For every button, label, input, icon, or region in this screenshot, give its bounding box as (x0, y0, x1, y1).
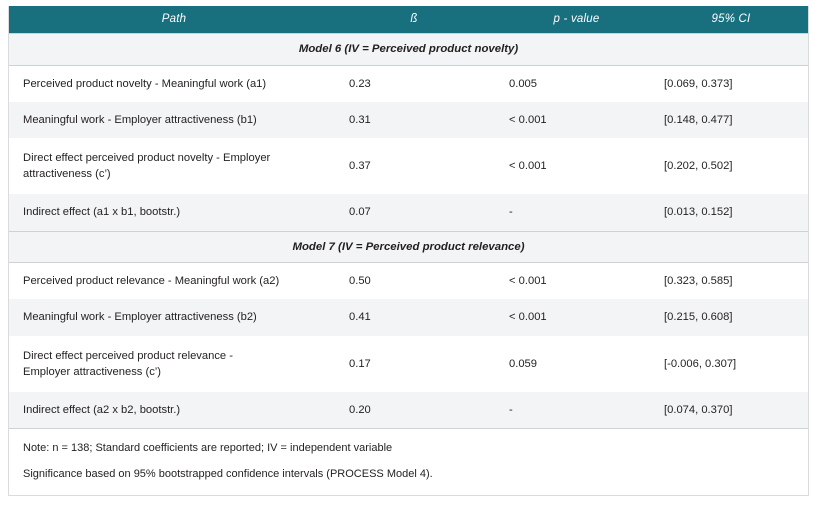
cell-beta: 0.23 (339, 65, 499, 102)
path-line: Meaningful work - Employer attractiveness (b2) (23, 311, 257, 324)
table-row (9, 138, 808, 194)
table-note-row (9, 464, 808, 495)
cell-path (9, 138, 339, 194)
column-header-beta: ß (339, 6, 499, 34)
cell-p-value: < 0.001 (499, 102, 654, 138)
table-row (9, 194, 808, 231)
cell-ci: [0.202, 0.502] (654, 138, 808, 194)
cell-path (9, 65, 339, 102)
cell-beta: 0.20 (339, 392, 499, 429)
table-body (9, 34, 808, 496)
cell-p-value: - (499, 194, 654, 231)
section-header-row (9, 34, 808, 66)
path-line: Indirect effect (a2 x b2, bootstr.) (23, 404, 181, 417)
cell-p-value: < 0.001 (499, 138, 654, 194)
path-line: Employer attractiveness (c’) (23, 365, 162, 378)
table-row (9, 263, 808, 300)
column-header-path: Path (9, 6, 339, 34)
cell-p-value: < 0.001 (499, 299, 654, 335)
cell-ci: [0.215, 0.608] (654, 299, 808, 335)
table-row (9, 65, 808, 102)
column-header-p-value: p - value (499, 6, 654, 34)
cell-beta: 0.31 (339, 102, 499, 138)
table-note-row (9, 429, 808, 464)
path-line: Direct effect perceived product novelty - Employer (23, 152, 271, 164)
cell-path (9, 299, 339, 335)
table-row (9, 392, 808, 429)
path-line: Perceived product relevance - Meaningful work (a2) (23, 275, 280, 288)
results-table-container (8, 6, 809, 496)
table-header-row (9, 6, 808, 34)
section-title: Model 6 (IV = Perceived product novelty) (9, 34, 808, 66)
path-line: Meaningful work - Employer attractiveness (b1) (23, 113, 257, 126)
table-row (9, 102, 808, 138)
cell-p-value: 0.059 (499, 336, 654, 392)
path-line: Indirect effect (a1 x b1, bootstr.) (23, 206, 181, 219)
cell-beta: 0.07 (339, 194, 499, 231)
cell-path (9, 263, 339, 300)
cell-beta: 0.37 (339, 138, 499, 194)
cell-path (9, 392, 339, 429)
column-header-ci: 95% CI (654, 6, 808, 34)
cell-ci: [0.148, 0.477] (654, 102, 808, 138)
cell-path (9, 336, 339, 392)
table-note (9, 464, 808, 495)
cell-ci: [-0.006, 0.307] (654, 336, 808, 392)
cell-path (9, 194, 339, 231)
path-line: Direct effect perceived product relevance - (23, 349, 233, 362)
note-line: Note: n = 138; Standard coefficients are reported; IV = independent variable (23, 442, 393, 455)
section-title: Model 7 (IV = Perceived product relevance) (9, 231, 808, 263)
path-line: attractiveness (c’) (23, 168, 111, 181)
cell-path (9, 102, 339, 138)
cell-p-value: - (499, 392, 654, 429)
cell-beta: 0.50 (339, 263, 499, 300)
cell-beta: 0.17 (339, 336, 499, 392)
path-line: Perceived product novelty - Meaningful work (a1) (23, 77, 267, 90)
table-row (9, 336, 808, 392)
table-row (9, 299, 808, 335)
table-header (9, 6, 808, 34)
results-table (9, 6, 808, 495)
cell-ci: [0.074, 0.370] (654, 392, 808, 429)
cell-ci: [0.013, 0.152] (654, 194, 808, 231)
table-note (9, 429, 808, 464)
cell-p-value: < 0.001 (499, 263, 654, 300)
cell-beta: 0.41 (339, 299, 499, 335)
section-header-row (9, 231, 808, 263)
note-line: Significance based on 95% bootstrapped confidence intervals (PROCESS Model 4). (23, 468, 433, 481)
cell-ci: [0.323, 0.585] (654, 263, 808, 300)
cell-p-value: 0.005 (499, 65, 654, 102)
cell-ci: [0.069, 0.373] (654, 65, 808, 102)
